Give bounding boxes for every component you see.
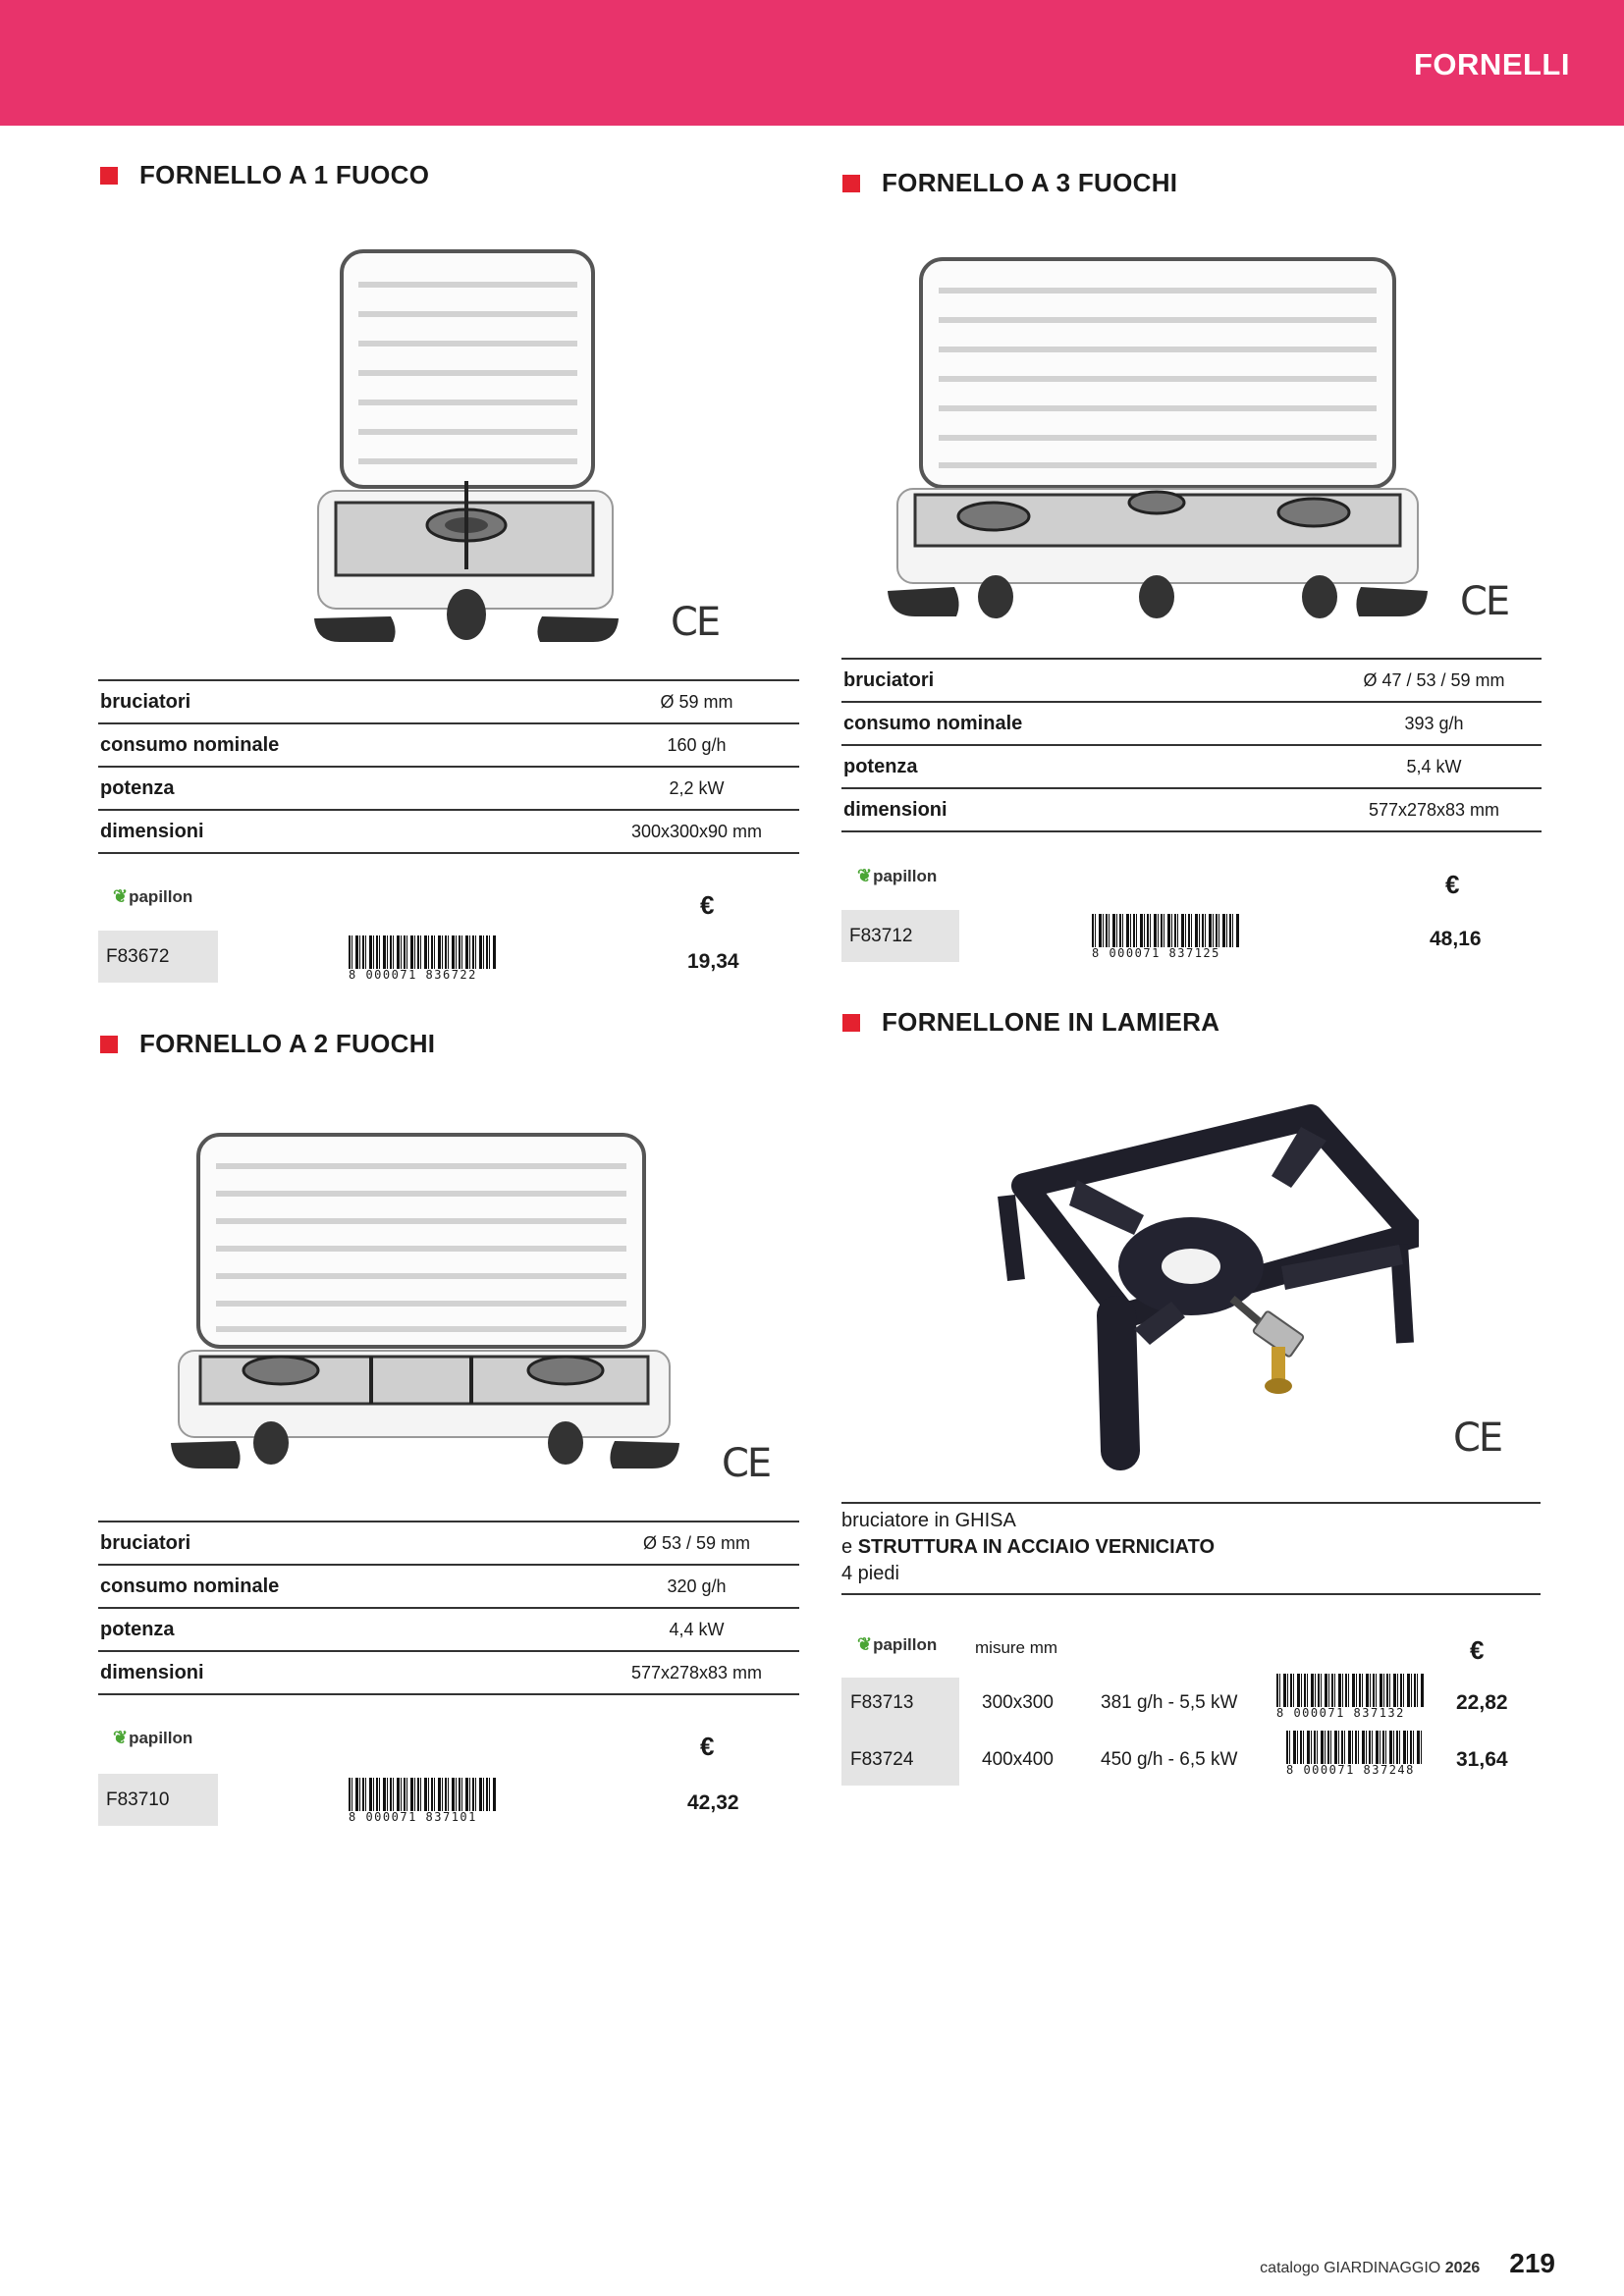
product-price: 48,16 — [1430, 928, 1482, 950]
product-code: F83713 — [850, 1692, 914, 1713]
description-prefix: e — [841, 1536, 853, 1558]
divider — [841, 1502, 1541, 1504]
spec-label: bruciatori — [98, 680, 594, 723]
section-fornello-1-fuoco — [100, 160, 429, 190]
spec-row — [841, 659, 1542, 702]
product-image-fornello-1-fuoco — [304, 245, 628, 658]
section-title: FORNELLO A 2 FUOCHI — [139, 1029, 436, 1058]
barcode-bars — [1286, 1731, 1424, 1764]
product-price: 19,34 — [687, 950, 739, 973]
spec-table-fornello-3-fuochi — [841, 658, 1542, 832]
performance: 381 g/h - 5,5 kW — [1101, 1692, 1238, 1713]
description-line: 4 piedi — [841, 1563, 899, 1584]
brand-name: papillon — [129, 886, 193, 906]
size: 300x300 — [982, 1692, 1054, 1713]
leaf-icon: ❦ — [857, 866, 873, 885]
section-title: FORNELLO A 1 FUOCO — [139, 160, 430, 189]
leaf-icon: ❦ — [113, 1728, 129, 1747]
barcode — [1286, 1731, 1424, 1776]
barcode-number: 8 000071 837101 — [349, 1810, 477, 1824]
brand-logo — [857, 866, 937, 886]
section-bullet — [100, 1036, 118, 1053]
spec-label: potenza — [98, 767, 594, 810]
spec-label: potenza — [841, 745, 1326, 788]
page-number: 219 — [1509, 2248, 1555, 2278]
spec-row — [98, 723, 799, 767]
barcode-bars — [1092, 914, 1239, 947]
section-title: FORNELLO A 3 FUOCHI — [882, 168, 1178, 197]
barcode-bars — [349, 1778, 496, 1811]
barcode-number: 8 000071 837248 — [1286, 1763, 1415, 1777]
spec-table-fornello-2-fuochi — [98, 1521, 799, 1695]
currency-symbol: € — [700, 1732, 715, 1761]
currency-symbol: € — [1470, 1635, 1485, 1665]
barcode-bars — [1276, 1674, 1424, 1707]
header-band — [0, 0, 1624, 126]
product-price: 22,82 — [1456, 1691, 1508, 1714]
section-title: FORNELLONE IN LAMIERA — [882, 1007, 1220, 1037]
section-fornellone-in-lamiera — [842, 1007, 1219, 1038]
brand-logo — [857, 1634, 937, 1655]
product-price: 42,32 — [687, 1791, 739, 1814]
spec-value: Ø 53 / 59 mm — [594, 1522, 799, 1565]
section-bullet — [842, 175, 860, 192]
ce-mark: CE — [1460, 579, 1509, 624]
spec-row — [98, 1565, 799, 1608]
brand-name: papillon — [873, 866, 938, 885]
description-line — [841, 1534, 1541, 1561]
spec-value: Ø 59 mm — [594, 680, 799, 723]
barcode — [1276, 1674, 1424, 1719]
brand-logo — [113, 886, 192, 907]
spec-label: bruciatori — [841, 659, 1326, 702]
brand-logo — [113, 1728, 192, 1748]
ce-mark: CE — [722, 1441, 771, 1486]
leaf-icon: ❦ — [857, 1634, 873, 1654]
spec-label: dimensioni — [98, 1651, 594, 1694]
section-fornello-2-fuochi — [100, 1029, 435, 1059]
spec-row — [98, 1522, 799, 1565]
spec-value: 5,4 kW — [1326, 745, 1542, 788]
catalog-label — [1260, 2260, 1480, 2277]
spec-label: dimensioni — [841, 788, 1326, 831]
spec-row — [98, 1608, 799, 1651]
ce-mark: CE — [671, 600, 720, 645]
barcode-bars — [349, 935, 496, 969]
spec-value: 160 g/h — [594, 723, 799, 767]
spec-label: dimensioni — [98, 810, 594, 853]
product-code: F83710 — [98, 1774, 218, 1826]
barcode — [1092, 914, 1239, 959]
leaf-icon: ❦ — [113, 886, 129, 906]
spec-value: 577x278x83 mm — [1326, 788, 1542, 831]
spec-label: consumo nominale — [98, 723, 594, 767]
spec-value: 577x278x83 mm — [594, 1651, 799, 1694]
spec-row — [98, 680, 799, 723]
spec-value: 2,2 kW — [594, 767, 799, 810]
product-image-fornellone — [987, 1097, 1419, 1490]
spec-table-fornello-1-fuoco — [98, 679, 799, 854]
spec-value: 4,4 kW — [594, 1608, 799, 1651]
spec-label: potenza — [98, 1608, 594, 1651]
product-code: F83672 — [98, 931, 218, 983]
section-fornello-3-fuochi — [842, 168, 1177, 198]
page-category-title: FORNELLI — [1414, 47, 1570, 81]
barcode-number: 8 000071 836722 — [349, 968, 477, 982]
section-bullet — [100, 167, 118, 185]
spec-row — [841, 788, 1542, 831]
product-price: 31,64 — [1456, 1748, 1508, 1771]
barcode — [349, 935, 496, 981]
misure-label: misure mm — [975, 1638, 1058, 1657]
spec-row — [98, 767, 799, 810]
spec-value: Ø 47 / 53 / 59 mm — [1326, 659, 1542, 702]
description-bold: STRUTTURA IN ACCIAIO VERNICIATO — [857, 1536, 1216, 1558]
spec-value: 300x300x90 mm — [594, 810, 799, 853]
size: 400x400 — [982, 1749, 1054, 1770]
ce-mark: CE — [1453, 1415, 1502, 1461]
description-line: bruciatore in GHISA — [841, 1510, 1016, 1531]
catalog-name: catalogo GIARDINAGGIO — [1260, 2260, 1441, 2276]
brand-name: papillon — [873, 1634, 938, 1654]
spec-row — [841, 745, 1542, 788]
spec-row — [98, 810, 799, 853]
product-code: F83724 — [850, 1749, 914, 1770]
brand-name: papillon — [129, 1728, 193, 1747]
spec-value: 320 g/h — [594, 1565, 799, 1608]
performance: 450 g/h - 6,5 kW — [1101, 1749, 1238, 1770]
barcode — [349, 1778, 496, 1823]
currency-symbol: € — [700, 890, 715, 920]
catalog-year: 2026 — [1444, 2260, 1481, 2276]
spec-row — [841, 702, 1542, 745]
spec-label: consumo nominale — [98, 1565, 594, 1608]
spec-label: consumo nominale — [841, 702, 1326, 745]
page-footer — [1260, 2248, 1555, 2279]
section-bullet — [842, 1014, 860, 1032]
product-image-fornello-3-fuochi — [882, 253, 1434, 626]
product-image-fornello-2-fuochi — [165, 1129, 685, 1472]
barcode-number: 8 000071 837125 — [1092, 946, 1220, 960]
spec-value: 393 g/h — [1326, 702, 1542, 745]
product-code: F83712 — [841, 910, 959, 962]
barcode-number: 8 000071 837132 — [1276, 1706, 1405, 1720]
spec-label: bruciatori — [98, 1522, 594, 1565]
product-description — [841, 1508, 1541, 1587]
divider — [841, 1593, 1541, 1595]
spec-row — [98, 1651, 799, 1694]
currency-symbol: € — [1445, 870, 1460, 899]
